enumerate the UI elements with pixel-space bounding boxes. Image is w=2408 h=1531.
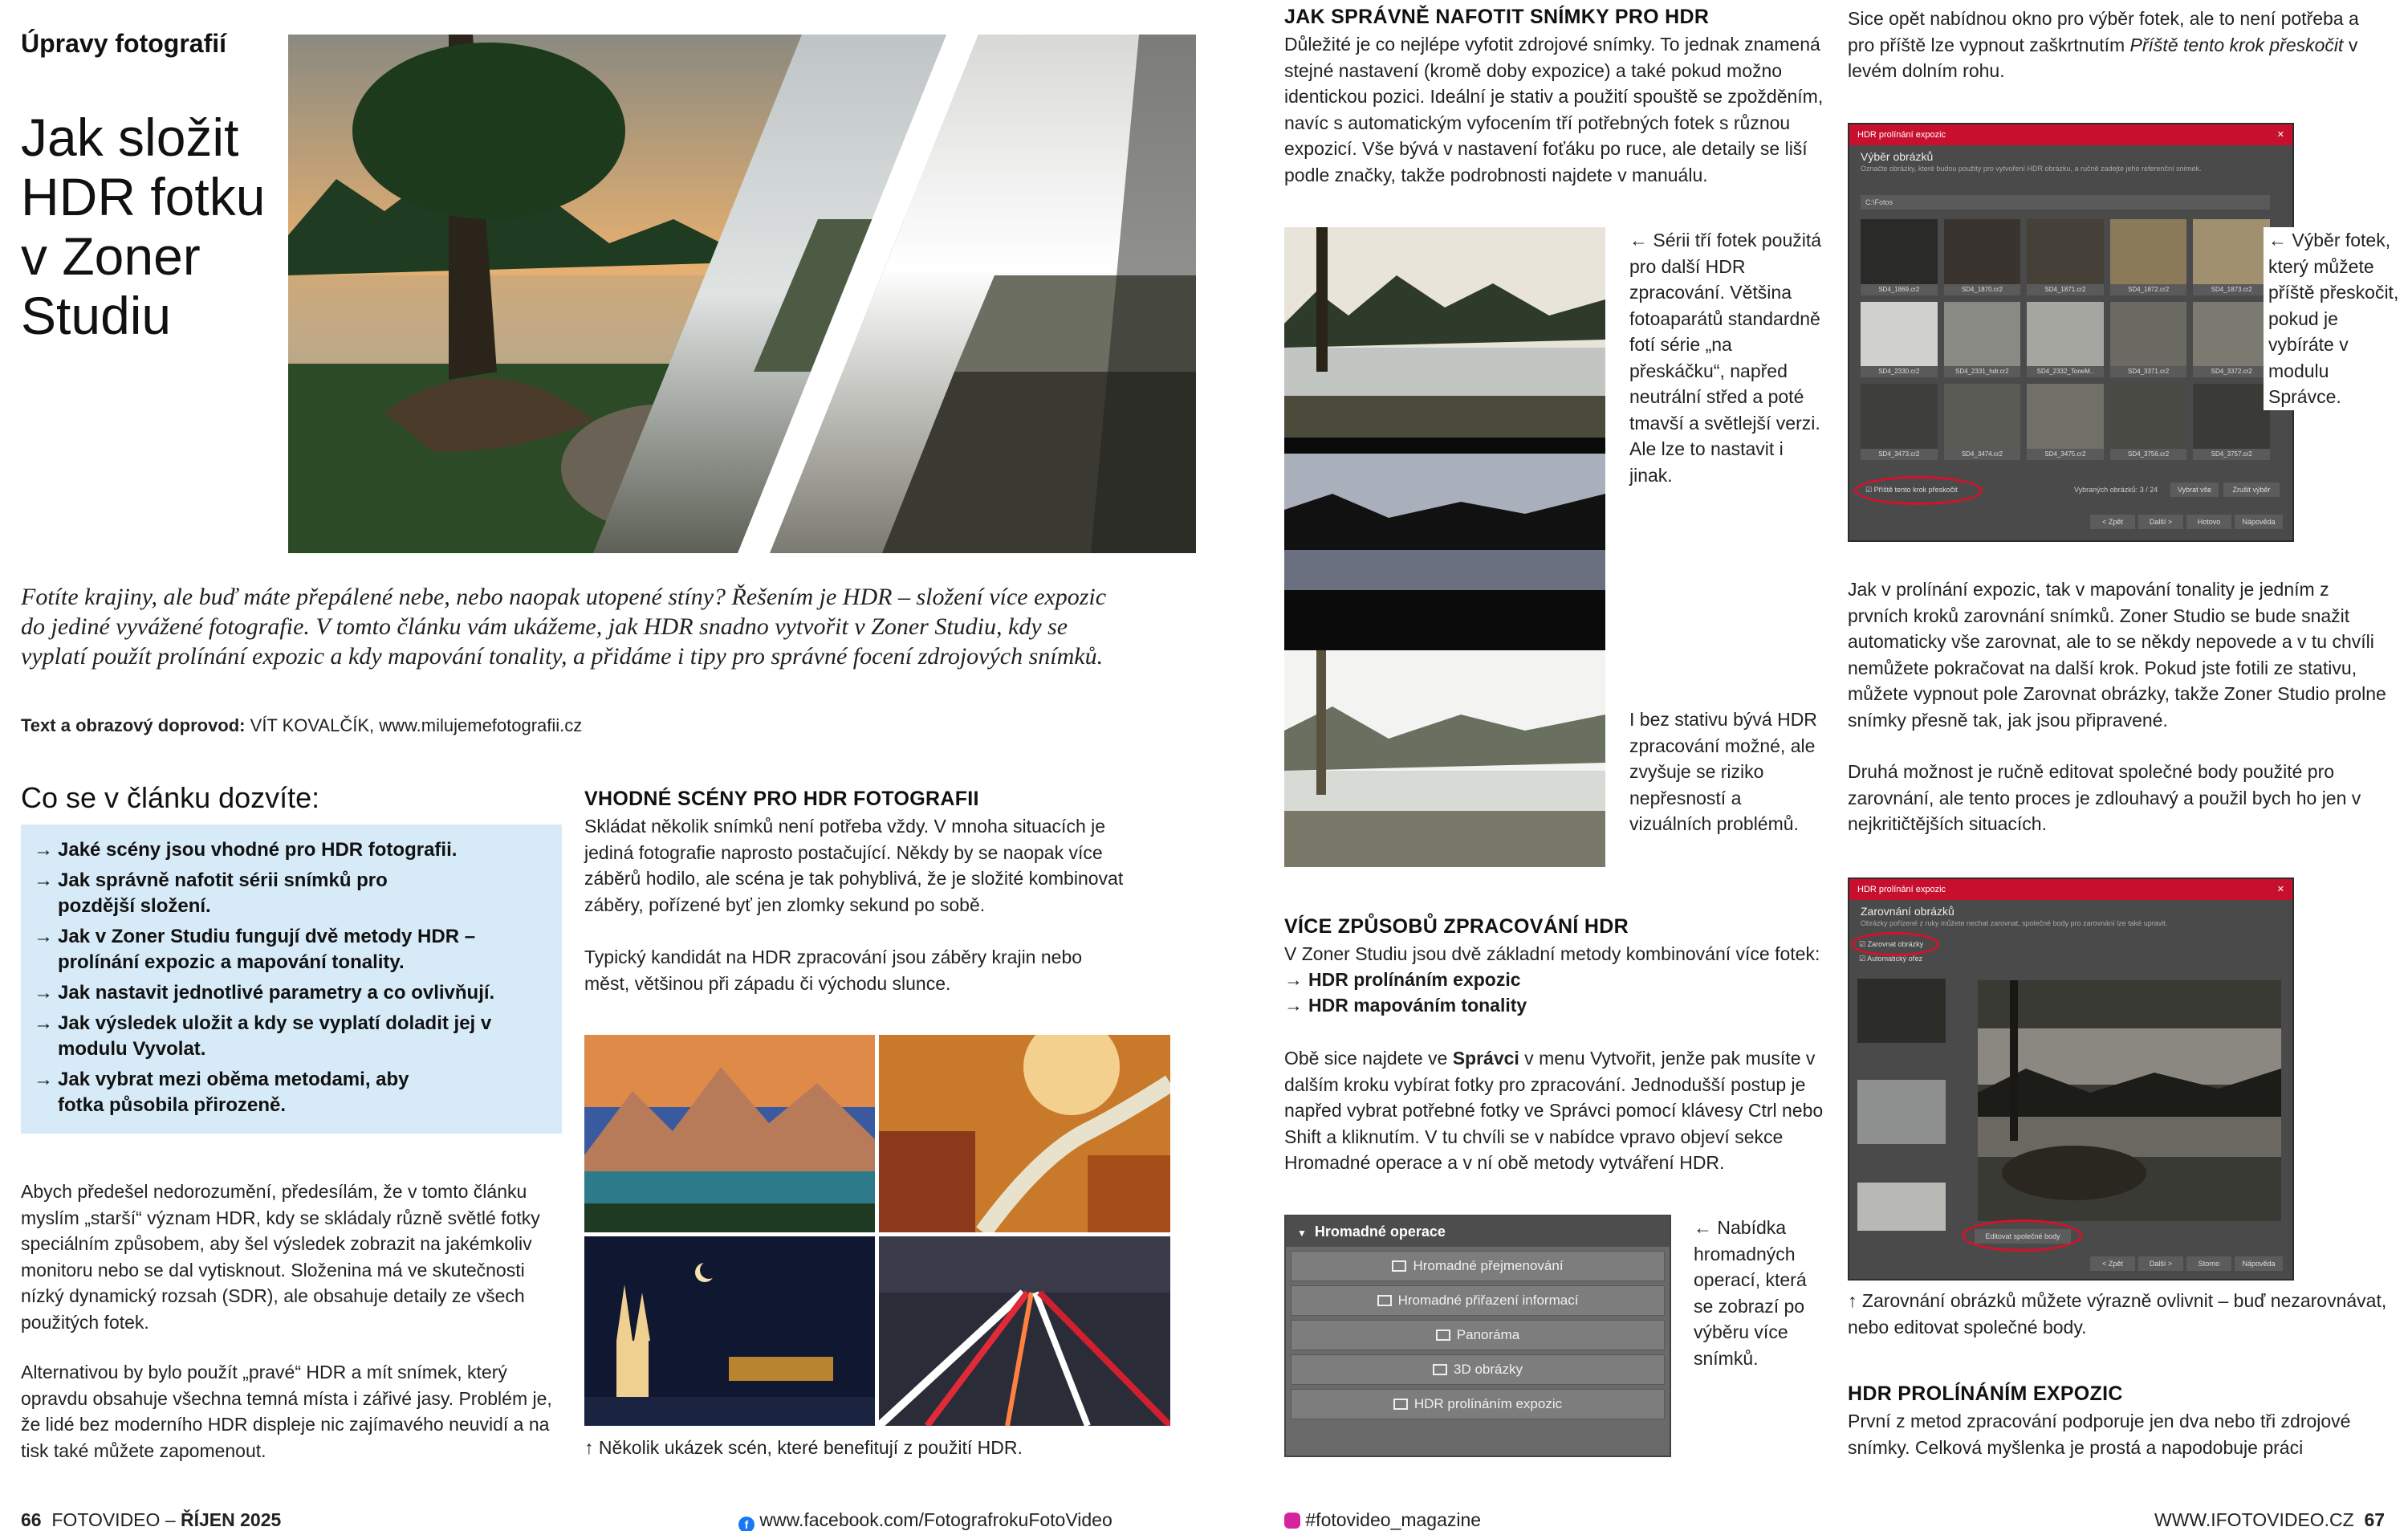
footer-instagram[interactable]: #fotovideo_magazine	[1284, 1509, 1481, 1531]
menu-caption: ← Nabídka hromadných operací, která se zobrazí po výběru více snímků.	[1694, 1217, 1807, 1369]
footer-facebook[interactable]: f www.facebook.com/FotografrokuFotoVideo	[738, 1509, 1112, 1531]
path-select[interactable]: C:\Fotos	[1861, 195, 2270, 210]
page-title: Jak složit HDR fotku v Zoner Studiu	[21, 108, 266, 345]
next-button[interactable]: Další >	[2138, 1256, 2183, 1271]
align-checkbox[interactable]: ☑ Zarovnat obrázky	[1859, 940, 1924, 948]
thumbnail[interactable]: SD4_2332_ToneM..	[2027, 302, 2104, 378]
methods-list	[1284, 967, 1527, 1018]
menu-item-hdr-blend[interactable]: HDR prolínáním expozic	[1291, 1389, 1665, 1419]
methods-item: → HDR mapováním tonality	[1284, 995, 1527, 1016]
learn-box	[21, 825, 562, 1134]
align-paragraph: Druhá možnost je ručně editovat společné body použité pro zarovnání, ale tento proces je zdlouhavý a použil bych ho jen v nejkritičtějších situacích.	[1848, 761, 2361, 834]
series-photo-bright	[1284, 650, 1605, 867]
select-caption: ← Výběr fotek, který můžete příště přeskočit, pokud je vybíráte v modulu Správce.	[2264, 227, 2400, 410]
highlight-ring	[1962, 1220, 2082, 1252]
series-caption: ← Sérii tří fotek použitá pro další HDR zpracování. Většina fotoaparátů standardně fotí série „na přeskáčku“, napřed neutrální střed a poté tmavší a světlejší verzi. Ale lze to nastavit i jinak.	[1629, 230, 1822, 486]
align-paragraph: Jak v prolínání expozic, tak v mapování tonality je jedním z prvních kroků zarovnání snímků. Zoner Studio se bude snažit automaticky vše zarovnat, ale to se někdy nepovede a v tu chvíli nemůžete pokračovat na další krok. Pokud jste fotili ze stativu, můžete vypnout pole Zarovnat obrázky, takže Zoner Studio prolne snímky přesně tak, jak jsou připravené.	[1848, 579, 2386, 731]
cancel-button[interactable]: Storno	[2186, 1256, 2231, 1271]
3d-icon	[1433, 1364, 1447, 1375]
dialog-subtitle: Označte obrázky, které budou použity pro vytvoření HDR obrázku, a ručně zadejte jeho referenční snímek.	[1861, 165, 2202, 173]
deselect-button[interactable]: Zrušit výběr	[2223, 483, 2280, 497]
dialog-titlebar: HDR prolínání expozic ✕	[1849, 879, 2292, 900]
series-photo-neutral	[1284, 227, 1605, 438]
dialog-titlebar: HDR prolínání expozic ✕	[1849, 124, 2292, 145]
hdr-icon	[1393, 1399, 1408, 1410]
learn-item: → Jak vybrat mezi oběma metodami, aby fotka působila přirozeně.	[34, 1069, 409, 1116]
next-button[interactable]: Další >	[2138, 515, 2183, 529]
dialog-title: Výběr obrázků	[1861, 150, 1934, 163]
learn-item: → Jak v Zoner Studiu fungují dvě metody HDR – prolínání expozic a mapování tonality.	[34, 926, 476, 973]
back-button[interactable]: < Zpět	[2090, 515, 2135, 529]
thumbnail[interactable]: SD4_3473.cr2	[1861, 384, 1938, 460]
skip-checkbox[interactable]: ☑ Příště tento krok přeskočit	[1865, 486, 1958, 494]
highlight-ring	[1851, 932, 1939, 956]
thumbnail[interactable]: SD4_2330.cr2	[1861, 302, 1938, 378]
align-thumb[interactable]	[1857, 1183, 1946, 1231]
scenes-heading: VHODNÉ SCÉNY PRO HDR FOTOGRAFII	[584, 788, 979, 810]
instagram-icon	[1284, 1513, 1300, 1529]
back-button[interactable]: < Zpět	[2090, 1256, 2135, 1271]
align-thumb[interactable]	[1857, 979, 1946, 1043]
learn-item: → Jak správně nafotit sérii snímků pro pozdější složení.	[34, 869, 388, 917]
hero-photo	[288, 35, 1196, 553]
info-icon	[1377, 1295, 1392, 1306]
shoot-heading: JAK SPRÁVNĚ NAFOTIT SNÍMKY PRO HDR	[1284, 6, 1710, 28]
thumbnail[interactable]: SD4_3757.cr2	[2193, 384, 2270, 460]
thumbnail[interactable]: SD4_3756.cr2	[2110, 384, 2187, 460]
crop-checkbox[interactable]: ☑ Automatický ořez	[1859, 955, 1923, 963]
lead-paragraph: Fotíte krajiny, ale buď máte přepálené nebe, nebo naopak utopené stíny? Řešením je HDR – složení více expozic do jediné vyvážené fotografie. V tomto článku vám ukážeme, jak HDR snadno vytvořit v Zoner Studiu, kdy se vyplatí použít prolínání expozic a kdy mapování tonality, a přidáme i tipy pro správné focení zdrojových snímků.	[21, 584, 1107, 670]
menu-item-3d[interactable]: 3D obrázky	[1291, 1354, 1665, 1385]
blend-heading: HDR PROLÍNÁNÍM EXPOZIC	[1848, 1382, 2123, 1405]
batch-operations-panel	[1284, 1215, 1671, 1457]
select-all-button[interactable]: Vybrat vše	[2170, 483, 2219, 497]
footer-left: 66 FOTOVIDEO – ŘÍJEN 2025	[21, 1509, 282, 1530]
body-paragraph: Alternativou by bylo použít „pravé“ HDR a mít snímek, který opravdu obsahuje všechna temná místa i zářivé jasy. Problém je, že lidé bez moderního HDR displeje nic zajímavého neuvidí a na tisk také můžete zapomenout.	[21, 1362, 552, 1461]
dialog-title: Zarovnání obrázků	[1861, 905, 1954, 918]
scene-photo-traffic	[879, 1236, 1170, 1426]
thumbnail[interactable]: SD4_3371.cr2	[2110, 302, 2187, 378]
triangle-down-icon: ▼	[1297, 1228, 1307, 1239]
close-button[interactable]: Hotovo	[2186, 515, 2231, 529]
series-photo-dark	[1284, 438, 1605, 650]
selected-count: Vybraných obrázků: 3 / 24	[2074, 486, 2158, 494]
methods-paragraph: Obě sice najdete ve Správci v menu Vytvořit, jenže pak musíte v dalším kroku vybírat fotky pro zpracování. Jednodušší postup je napřed vybrat potřebné fotky ve Správci pomocí klávesy Ctrl nebo Shift a kliknutím. V tu chvíli se v nabídce vpravo objeví sekce Hromadné operace a v ní obě metody vytváření HDR.	[1284, 1048, 1824, 1173]
menu-item-batch-info[interactable]: Hromadné přiřazení informací	[1291, 1285, 1665, 1316]
learn-item: → Jaké scény jsou vhodné pro HDR fotografii.	[34, 839, 458, 861]
scenes-paragraph: Typický kandidát na HDR zpracování jsou záběry krajin nebo měst, většinou při západu či východu slunce.	[584, 947, 1083, 994]
thumbnail[interactable]: SD4_1870.cr2	[1944, 219, 2021, 295]
menu-item-batch-rename[interactable]: Hromadné přejmenování	[1291, 1251, 1665, 1281]
align-thumb[interactable]	[1857, 1080, 1946, 1144]
close-icon[interactable]: ✕	[2276, 885, 2284, 894]
thumbnail[interactable]: SD4_1869.cr2	[1861, 219, 1938, 295]
body-paragraph: Abych předešel nedorozumění, předesílám, že v tomto článku myslím „starší“ význam HDR, kdy se skládaly různě světlé fotky speciálním způsobem, aby šel výsledek zobrazit na jakémkoliv monitoru nebo se dal vytisknout. Složenina má ve skutečnosti nízký dynamický rozsah (SDR), ale obsahuje detaily ze všech použitých fotek.	[21, 1181, 540, 1333]
facebook-icon: f	[738, 1517, 755, 1531]
thumbnail[interactable]: SD4_1871.cr2	[2027, 219, 2104, 295]
close-icon[interactable]: ✕	[2276, 130, 2284, 140]
learn-item: → Jak výsledek uložit a kdy se vyplatí doladit jej v modulu Vyvolat.	[34, 1012, 492, 1060]
methods-intro: V Zoner Studiu jsou dvě základní metody kombinování více fotek:	[1284, 943, 1820, 964]
batch-operations-heading[interactable]: ▼ Hromadné operace	[1286, 1216, 1670, 1247]
scene-photo-night-city	[584, 1236, 875, 1426]
screenshot-select-images	[1848, 123, 2294, 542]
thumbnail-grid	[1861, 219, 2270, 460]
methods-heading: VÍCE ZPŮSOBŮ ZPRACOVÁNÍ HDR	[1284, 915, 1629, 938]
thumbnail[interactable]: SD4_2331_hdr.cr2	[1944, 302, 2021, 378]
help-button[interactable]: Nápověda	[2235, 515, 2283, 529]
rename-icon	[1392, 1260, 1406, 1272]
thumbnail[interactable]: SD4_3474.cr2	[1944, 384, 2021, 460]
align-caption: ↑ Zarovnání obrázků můžete výrazně ovlivnit – buď nezarovnávat, nebo editovat společné body.	[1848, 1290, 2387, 1338]
thumbnail[interactable]: SD4_1872.cr2	[2110, 219, 2187, 295]
panorama-icon	[1436, 1329, 1450, 1341]
credit-line: Text a obrazový doprovod: VÍT KOVALČÍK, www.milujemefotografii.cz	[21, 715, 583, 735]
thumbnail[interactable]: SD4_1873.cr2	[2193, 219, 2270, 295]
footer-right: WWW.IFOTOVIDEO.CZ 67	[2154, 1509, 2386, 1530]
select-paragraph: Sice opět nabídnou okno pro výběr fotek, ale to není potřeba a pro příště lze vypnout zaškrtnutím Příště tento krok přeskočit v levém dolním rohu.	[1848, 8, 2359, 81]
edit-points-button[interactable]: Editovat společné body	[1975, 1229, 2071, 1244]
section-label: Úpravy fotografií	[21, 29, 227, 58]
highlight-ring	[1854, 476, 1983, 505]
shoot-paragraph: Důležité je co nejlépe vyfotit zdrojové snímky. To jednak znamená stejné nastavení (kromě doby expozice) a také pokud možno identickou pozici. Ideální je stativ a použití spouště se zpožděním, navíc s automatickým vyfocením tří potřebných fotek s různou expozicí. Vše bývá v nastavení foťáku po ruce, ale detaily se liší podle značky, takže podrobnosti najdete v manuálu.	[1284, 34, 1824, 185]
scene-photo-autumn	[879, 1035, 1170, 1232]
dialog-subtitle: Obrázky pořízené z ruky můžete nechat zarovnat, společné body pro zarovnání lze také upravit.	[1861, 919, 2168, 927]
help-button[interactable]: Nápověda	[2235, 1256, 2283, 1271]
blend-paragraph: První z metod zpracování podporuje jen dva nebo tři zdrojové snímky. Celková myšlenka je prostá a napodobuje práci	[1848, 1411, 2351, 1458]
thumbnail[interactable]: SD4_3372.cr2	[2193, 302, 2270, 378]
menu-item-panorama[interactable]: Panoráma	[1291, 1320, 1665, 1350]
align-preview	[1978, 980, 2281, 1221]
scenes-caption: ↑ Několik ukázek scén, které benefitují z použití HDR.	[584, 1437, 1023, 1458]
scene-photo-mountains	[584, 1035, 875, 1232]
screenshot-align-images	[1848, 877, 2294, 1281]
scenes-paragraph: Skládat několik snímků není potřeba vždy. V mnoha situacích je jediná fotografie naprosto postačující. Někdy by se naopak více záběrů hodilo, ale scéna je tak pohyblivá, že je složité kombinovat záběry, pořízené byť jen zlomky sekund po sobě.	[584, 816, 1124, 915]
learn-item: → Jak nastavit jednotlivé parametry a co ovlivňují.	[34, 982, 495, 1004]
learn-heading: Co se v článku dozvíte:	[21, 781, 320, 814]
thumbnail[interactable]: SD4_3475.cr2	[2027, 384, 2104, 460]
methods-item: → HDR prolínáním expozic	[1284, 969, 1521, 990]
tripod-caption: I bez stativu bývá HDR zpracování možné, ale zvyšuje se riziko nepřesností a vizuálních problémů.	[1629, 709, 1817, 834]
